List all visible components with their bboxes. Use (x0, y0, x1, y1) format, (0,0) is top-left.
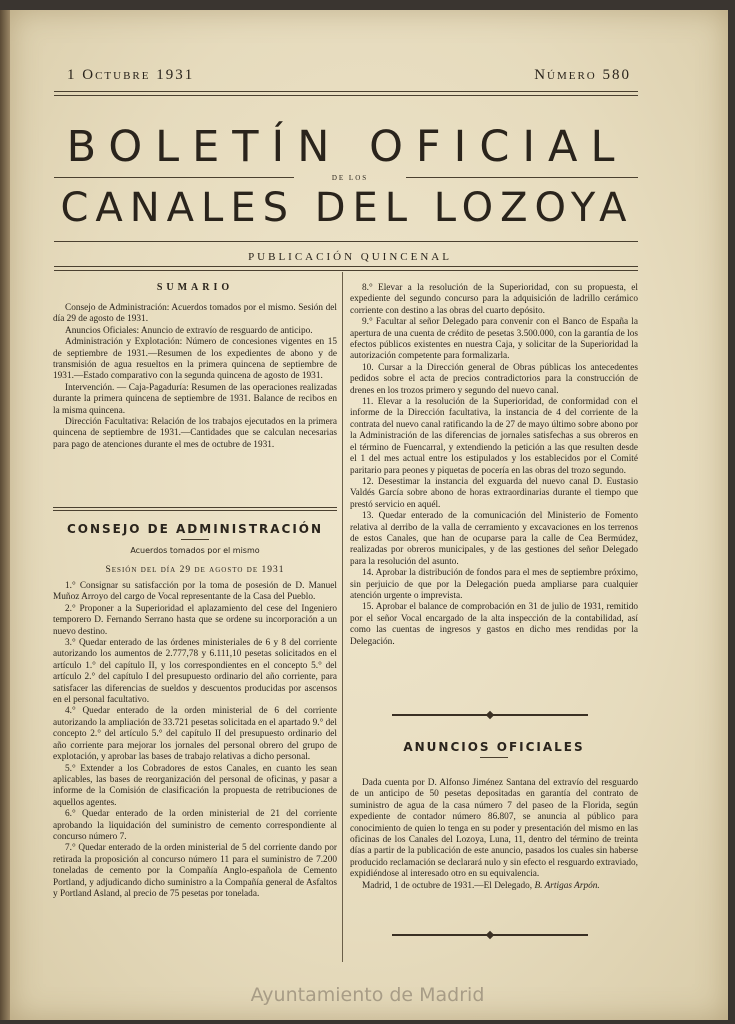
sumario-title: SUMARIO (156, 282, 234, 293)
watermark: Ayuntamiento de Madrid (250, 984, 485, 1006)
masthead-rule-right (406, 177, 638, 178)
acuerdo-item: 10. Cursar a la Dirección general de Obras públicas los antecedentes pedidos sobre el acta de precios contradictorios para la construcción de drenes en los trozos primero y segundo del nuevo canal. (350, 362, 638, 396)
masthead-de-los: DE LOS (331, 174, 369, 182)
sumario-item: Anuncios Oficiales: Anuncio de extravío de resguardo de anticipo. (65, 325, 313, 336)
acuerdo-item: 15. Aprobar el balance de comprobación en 31 de julio de 1931, remitido por el señor Vocal encargado de la alta inspección de la contabilidad, así como las cuentas de ingresos y gastos en dicho mes rendidas por la Delegación. (350, 602, 638, 647)
sumario-item: Administración y Explotación: Número de concesiones vigentes en 15 de septiembre de 1931.—Resumen de los expedientes de abono y de transmisión de agua resueltos en la primera quincena de septiembre de 1931.—Estado comparativo con la segunda quincena de agosto de 1931. (53, 337, 337, 382)
consejo-title: CONSEJO DE ADMINISTRACIÓN (66, 522, 324, 536)
anuncio-body: Dada cuenta por D. Alfonso Jiménez Santana del extravío del resguardo de un anticipo de 50 pesetas depositadas en garantía del contrato de suministro de agua de la casa número 7 del paseo de la Florida, según expediente de contador número 86.807, se anuncia al público para conocimiento de quien lo tenga en su poder y presentación del mismo en las oficinas de los Canales del Lozoya, Luna, 11, dentro del término de treinta días a partir de la publicación de este anuncio, pasados los cuales sin haberse producido reclamación se declarará nulo y sin efecto el resguardo extraviado, expidiéndose al interesado otro en su equivalencia. (350, 778, 638, 880)
acuerdo-item: 5.° Extender a los Cobradores de estos Canales, en cuanto les sean aplicables, las bases de reorganización del personal de oficinas, y pasar a informe de la Comisión de clasificación la propuesta de retribuciones de aquellos agentes. (53, 763, 337, 808)
masthead-title-line2: CANALES DEL LOZOYA (60, 185, 634, 231)
sumario-item: Intervención. — Caja-Pagaduría: Resumen de las operaciones realizadas durante la primera quincena de septiembre de 1931. Balance de recibos en la misma quincena. (53, 382, 337, 416)
left-column (53, 282, 337, 451)
acuerdo-item: 11. Elevar a la resolución de la Superioridad, de conformidad con el informe de la Dirección facultativa, la instancia de 4 del corriente de la contrata del nuevo canal ratificando la de 27 de mayo último sobre abono por la Administración de las diferencias de jornales satisfechas a sus obreros en el término de Fuencarral, y extendiendo la petición a las que resulten desde el 1 del mes actual entre los estipulados y los establecidos por el Comité paritario para peones y piquetas de pocería en las obras del trozo segundo. (350, 397, 638, 476)
column-divider (342, 272, 343, 962)
section-rule-2 (53, 510, 337, 511)
acuerdo-item: 12. Desestimar la instancia del exguarda del nuevo canal D. Eustasio Valdés García sobre abono de horas extraordinarias durante el tiempo que prestó servicio en aquél. (350, 476, 638, 510)
subtitle-rule-bottom (54, 266, 638, 267)
acuerdo-item: 3.° Quedar enterado de las órdenes ministeriales de 6 y 8 del corriente autorizando los aumentos de 2.777,78 y 6.111,10 pesetas solicitados en el artículo 1.° del capítulo II, y los correspondientes en el concepto 5.° del artículo 2.° del capítulo I del presupuesto ordinario del año corriente, para satisfacer las diferencias de sueldos y descuentos producidas por ascensos en el personal facultativo. (53, 638, 337, 706)
acuerdo-item: 8.° Elevar a la resolución de la Superioridad, con su propuesta, el expediente del segundo concurso para la adquisición de ladrillo cerámico corriente con destino a las obras del cuarto depósito. (350, 283, 638, 316)
acuerdo-item: 9.° Facultar al señor Delegado para convenir con el Banco de España la apertura de una cuenta de crédito de pesetas 3.500.000, con la garantía de los efectos públicos existentes en nuestra Caja, y solicitar de la Superioridad la autorización competente para formalizarla. (350, 317, 638, 362)
header-rule-top-2 (54, 95, 638, 96)
issue-date: 1 Octubre 1931 (67, 67, 195, 83)
header-rule-top (54, 91, 638, 92)
acuerdo-item: 2.° Proponer a la Superioridad el aplazamiento del cese del Ingeniero temporero D. Fernando Serrano hasta que se ordene su incorporación a un nuevo destino. (53, 603, 337, 637)
consejo-section (53, 522, 337, 900)
publication-frequency: PUBLICACIÓN QUINCENAL (248, 251, 452, 263)
signature-place: Madrid, 1 de octubre de 1931.—El Delegado, (362, 880, 533, 891)
ornamental-divider-bottom (392, 934, 588, 936)
subtitle-rule-bottom-2 (54, 270, 638, 271)
signature-name: B. Artigas Arpón. (534, 880, 600, 891)
section-rule (53, 507, 337, 508)
session-heading: Sesión del día 29 de agosto de 1931 (105, 565, 285, 575)
acuerdo-item: 1.° Consignar su satisfacción por la toma de posesión de D. Manuel Muñoz Arroyo del cargo de Vocal representante de la Casa del Pueblo. (53, 581, 337, 603)
signature-line (350, 881, 638, 892)
issue-number: Número 580 (534, 67, 631, 83)
masthead-title-line1: BOLETÍN OFICIAL (66, 122, 628, 172)
title-underline (480, 757, 508, 758)
anuncios-section (350, 740, 638, 892)
subtitle-rule-top (54, 241, 638, 242)
right-column (350, 283, 638, 648)
acuerdo-item: 14. Aprobar la distribución de fondos para el mes de septiembre próximo, sin perjuicio de que por la Delegación pueda ampliarse para cualquier atención urgente o imprevista. (350, 568, 638, 601)
consejo-subtitle: Acuerdos tomados por el mismo (130, 546, 260, 555)
ornamental-divider (392, 714, 588, 716)
acuerdo-item: 7.° Quedar enterado de la orden ministerial de 5 del corriente dando por retirada la proposición al concurso número 11 para el suministro de 7.200 toneladas de cemento por la Compañía Anglo-española de Cemento Portland, y adjudicando dicho suministro a la Compañía general de Asfaltos y Portland Asland, al precio de 75 pesetas por tonelada. (53, 843, 337, 899)
anuncios-title: ANUNCIOS OFICIALES (403, 740, 585, 754)
acuerdo-item: 6.° Quedar enterado de la orden ministerial de 21 del corriente aprobando la liquidación del suministro de cemento correspondiente al concurso número 7. (53, 809, 337, 842)
acuerdo-item: 4.° Quedar enterado de la orden ministerial de 6 del corriente autorizando la ampliación de 33.721 pesetas solicitada en el apartado 9.° del concepto 2.° del artículo 5.° del capítulo II del presupuesto ordinario del año corriente para mejorar los jornales del personal obrero del grupo de explotación, y aprobar las bases de trabajo relativas a dicho personal. (53, 706, 337, 763)
title-underline (181, 539, 209, 540)
sumario-item: Consejo de Administración: Acuerdos tomados por el mismo. Sesión del día 29 de agosto de 1931. (53, 303, 337, 325)
sumario-item: Dirección Facultativa: Relación de los trabajos ejecutados en la primera quincena de septiembre de 1931.—Cantidades que se calculan necesarias para pago de atenciones durante el mes de octubre de 1931. (53, 417, 337, 450)
masthead-rule-left (54, 177, 294, 178)
acuerdo-item: 13. Quedar enterado de la comunicación del Ministerio de Fomento relativa al derribo de la valla de cerramiento y excavaciones en los terrenos de estos Canales, que han de ocuparse para la calle de Cea Bermúdez, realizadas por obreros municipales, y de las gestiones del señor Delegado para la resolución del asunto. (350, 511, 638, 567)
